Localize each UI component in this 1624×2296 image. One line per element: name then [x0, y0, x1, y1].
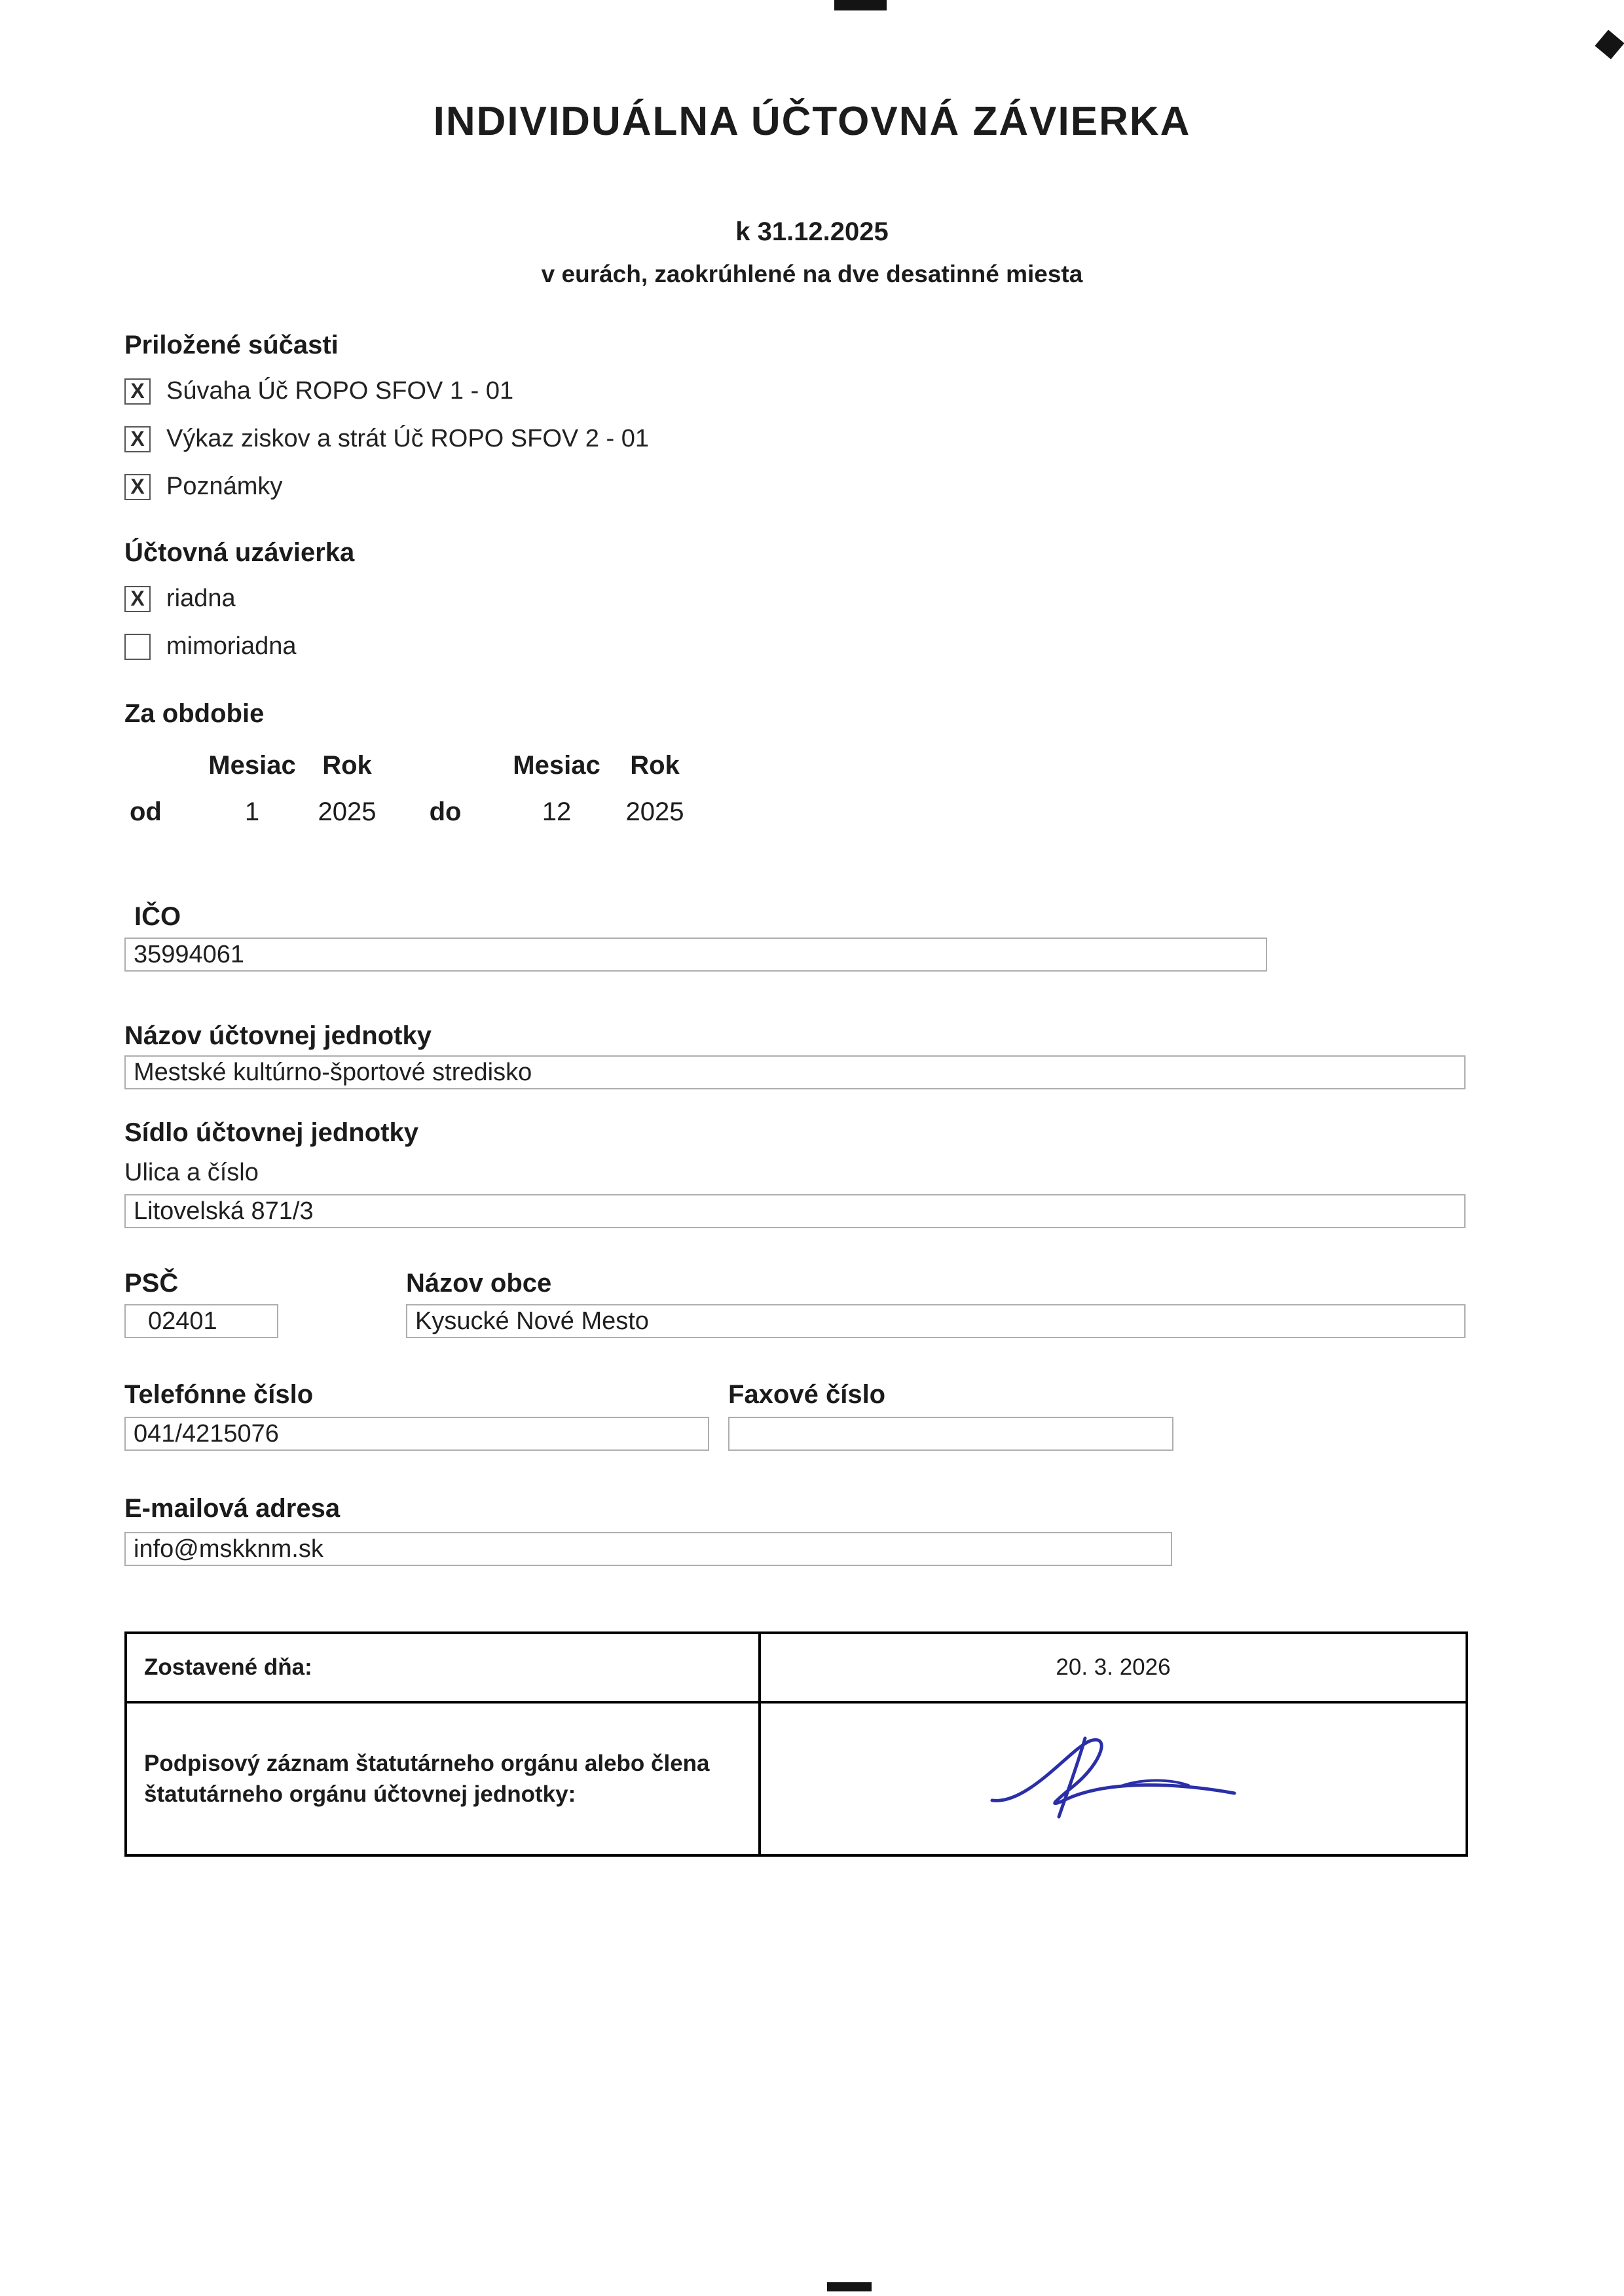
email-field — [124, 1532, 1172, 1566]
signature-row — [127, 1704, 1466, 1854]
compiled-label: Zostavené dňa: — [127, 1634, 761, 1701]
ico-field — [124, 938, 1267, 972]
period-to-label: do — [429, 797, 462, 826]
checkbox-vykaz-label: Výkaz ziskov a strát Úč ROPO SFOV 2 - 01 — [166, 425, 649, 452]
entity-name-field — [124, 1055, 1466, 1089]
checkbox-row-suvaha — [124, 377, 649, 405]
signature-scribble — [972, 1725, 1254, 1833]
checkbox-mimoriadna — [124, 634, 151, 660]
fax-label: Faxové číslo — [728, 1380, 886, 1409]
town-value: Kysucké Nové Mesto — [415, 1307, 649, 1335]
signature-cell — [761, 1704, 1466, 1854]
entity-name-label: Názov účtovnej jednotky — [124, 1021, 432, 1050]
period-section — [124, 699, 701, 827]
checkbox-suvaha: X — [124, 378, 151, 405]
closing-type-heading: Účtovná uzávierka — [124, 538, 355, 567]
checkbox-poznamky: X — [124, 474, 151, 500]
phone-field — [124, 1417, 709, 1451]
period-month-header-from: Mesiac — [208, 751, 296, 780]
checkbox-mimoriadna-label: mimoriadna — [166, 632, 297, 660]
seat-label: Sídlo účtovnej jednotky — [124, 1118, 418, 1147]
signature-table — [124, 1631, 1468, 1857]
period-heading: Za obdobie — [124, 699, 265, 728]
closing-type-section — [124, 538, 354, 680]
psc-value: 02401 — [148, 1307, 217, 1335]
period-spacer — [124, 751, 196, 780]
period-spacer — [386, 751, 504, 780]
period-year-header-to: Rok — [630, 751, 680, 780]
checkbox-vykaz: X — [124, 426, 151, 452]
ico-value: 35994061 — [134, 940, 245, 968]
period-from-year: 2025 — [318, 797, 377, 826]
entity-name-value: Mestské kultúrno-športové stredisko — [134, 1058, 532, 1086]
period-to-month: 12 — [542, 797, 572, 826]
town-field — [406, 1304, 1466, 1338]
town-label: Názov obce — [406, 1269, 552, 1298]
scan-artifact-corner — [1595, 29, 1624, 59]
period-month-header-to: Mesiac — [513, 751, 600, 780]
compiled-row — [127, 1634, 1466, 1704]
phone-label: Telefónne číslo — [124, 1380, 314, 1409]
form-subtitle: v eurách, zaokrúhlené na dve desatinné miesta — [541, 261, 1083, 287]
signature-label: Podpisový záznam štatutárneho orgánu alebo člena štatutárneho orgánu účtovnej jednotky: — [127, 1704, 761, 1854]
checkbox-poznamky-label: Poznámky — [166, 473, 283, 500]
checkbox-row-vykaz — [124, 425, 649, 453]
attachments-heading: Priložené súčasti — [124, 331, 339, 359]
street-label: Ulica a číslo — [124, 1159, 259, 1186]
email-label: E-mailová adresa — [124, 1494, 341, 1523]
form-date-line: k 31.12.2025 — [735, 217, 889, 246]
street-value: Litovelská 871/3 — [134, 1197, 314, 1225]
period-to-year: 2025 — [625, 797, 684, 826]
period-from-month: 1 — [244, 797, 260, 826]
checkbox-row-riadna — [124, 585, 354, 613]
checkbox-suvaha-label: Súvaha Úč ROPO SFOV 1 - 01 — [166, 377, 514, 405]
checkbox-row-poznamky — [124, 473, 649, 501]
form-title: INDIVIDUÁLNA ÚČTOVNÁ ZÁVIERKA — [433, 99, 1191, 144]
period-grid — [124, 751, 701, 827]
checkbox-row-mimoriadna — [124, 632, 354, 661]
period-from-label: od — [130, 797, 162, 826]
scan-artifact-top — [834, 0, 887, 10]
phone-value: 041/4215076 — [134, 1419, 279, 1448]
compiled-value: 20. 3. 2026 — [1056, 1654, 1171, 1680]
period-year-header-from: Rok — [322, 751, 372, 780]
checkbox-riadna: X — [124, 586, 151, 612]
checkbox-riadna-label: riadna — [166, 585, 236, 612]
fax-field — [728, 1417, 1173, 1451]
psc-field — [124, 1304, 278, 1338]
attachments-section — [124, 331, 649, 520]
psc-label: PSČ — [124, 1269, 179, 1298]
ico-label: IČO — [134, 902, 181, 931]
email-value: info@mskknm.sk — [134, 1535, 323, 1563]
street-field — [124, 1194, 1466, 1228]
scan-artifact-bottom — [827, 2282, 872, 2291]
